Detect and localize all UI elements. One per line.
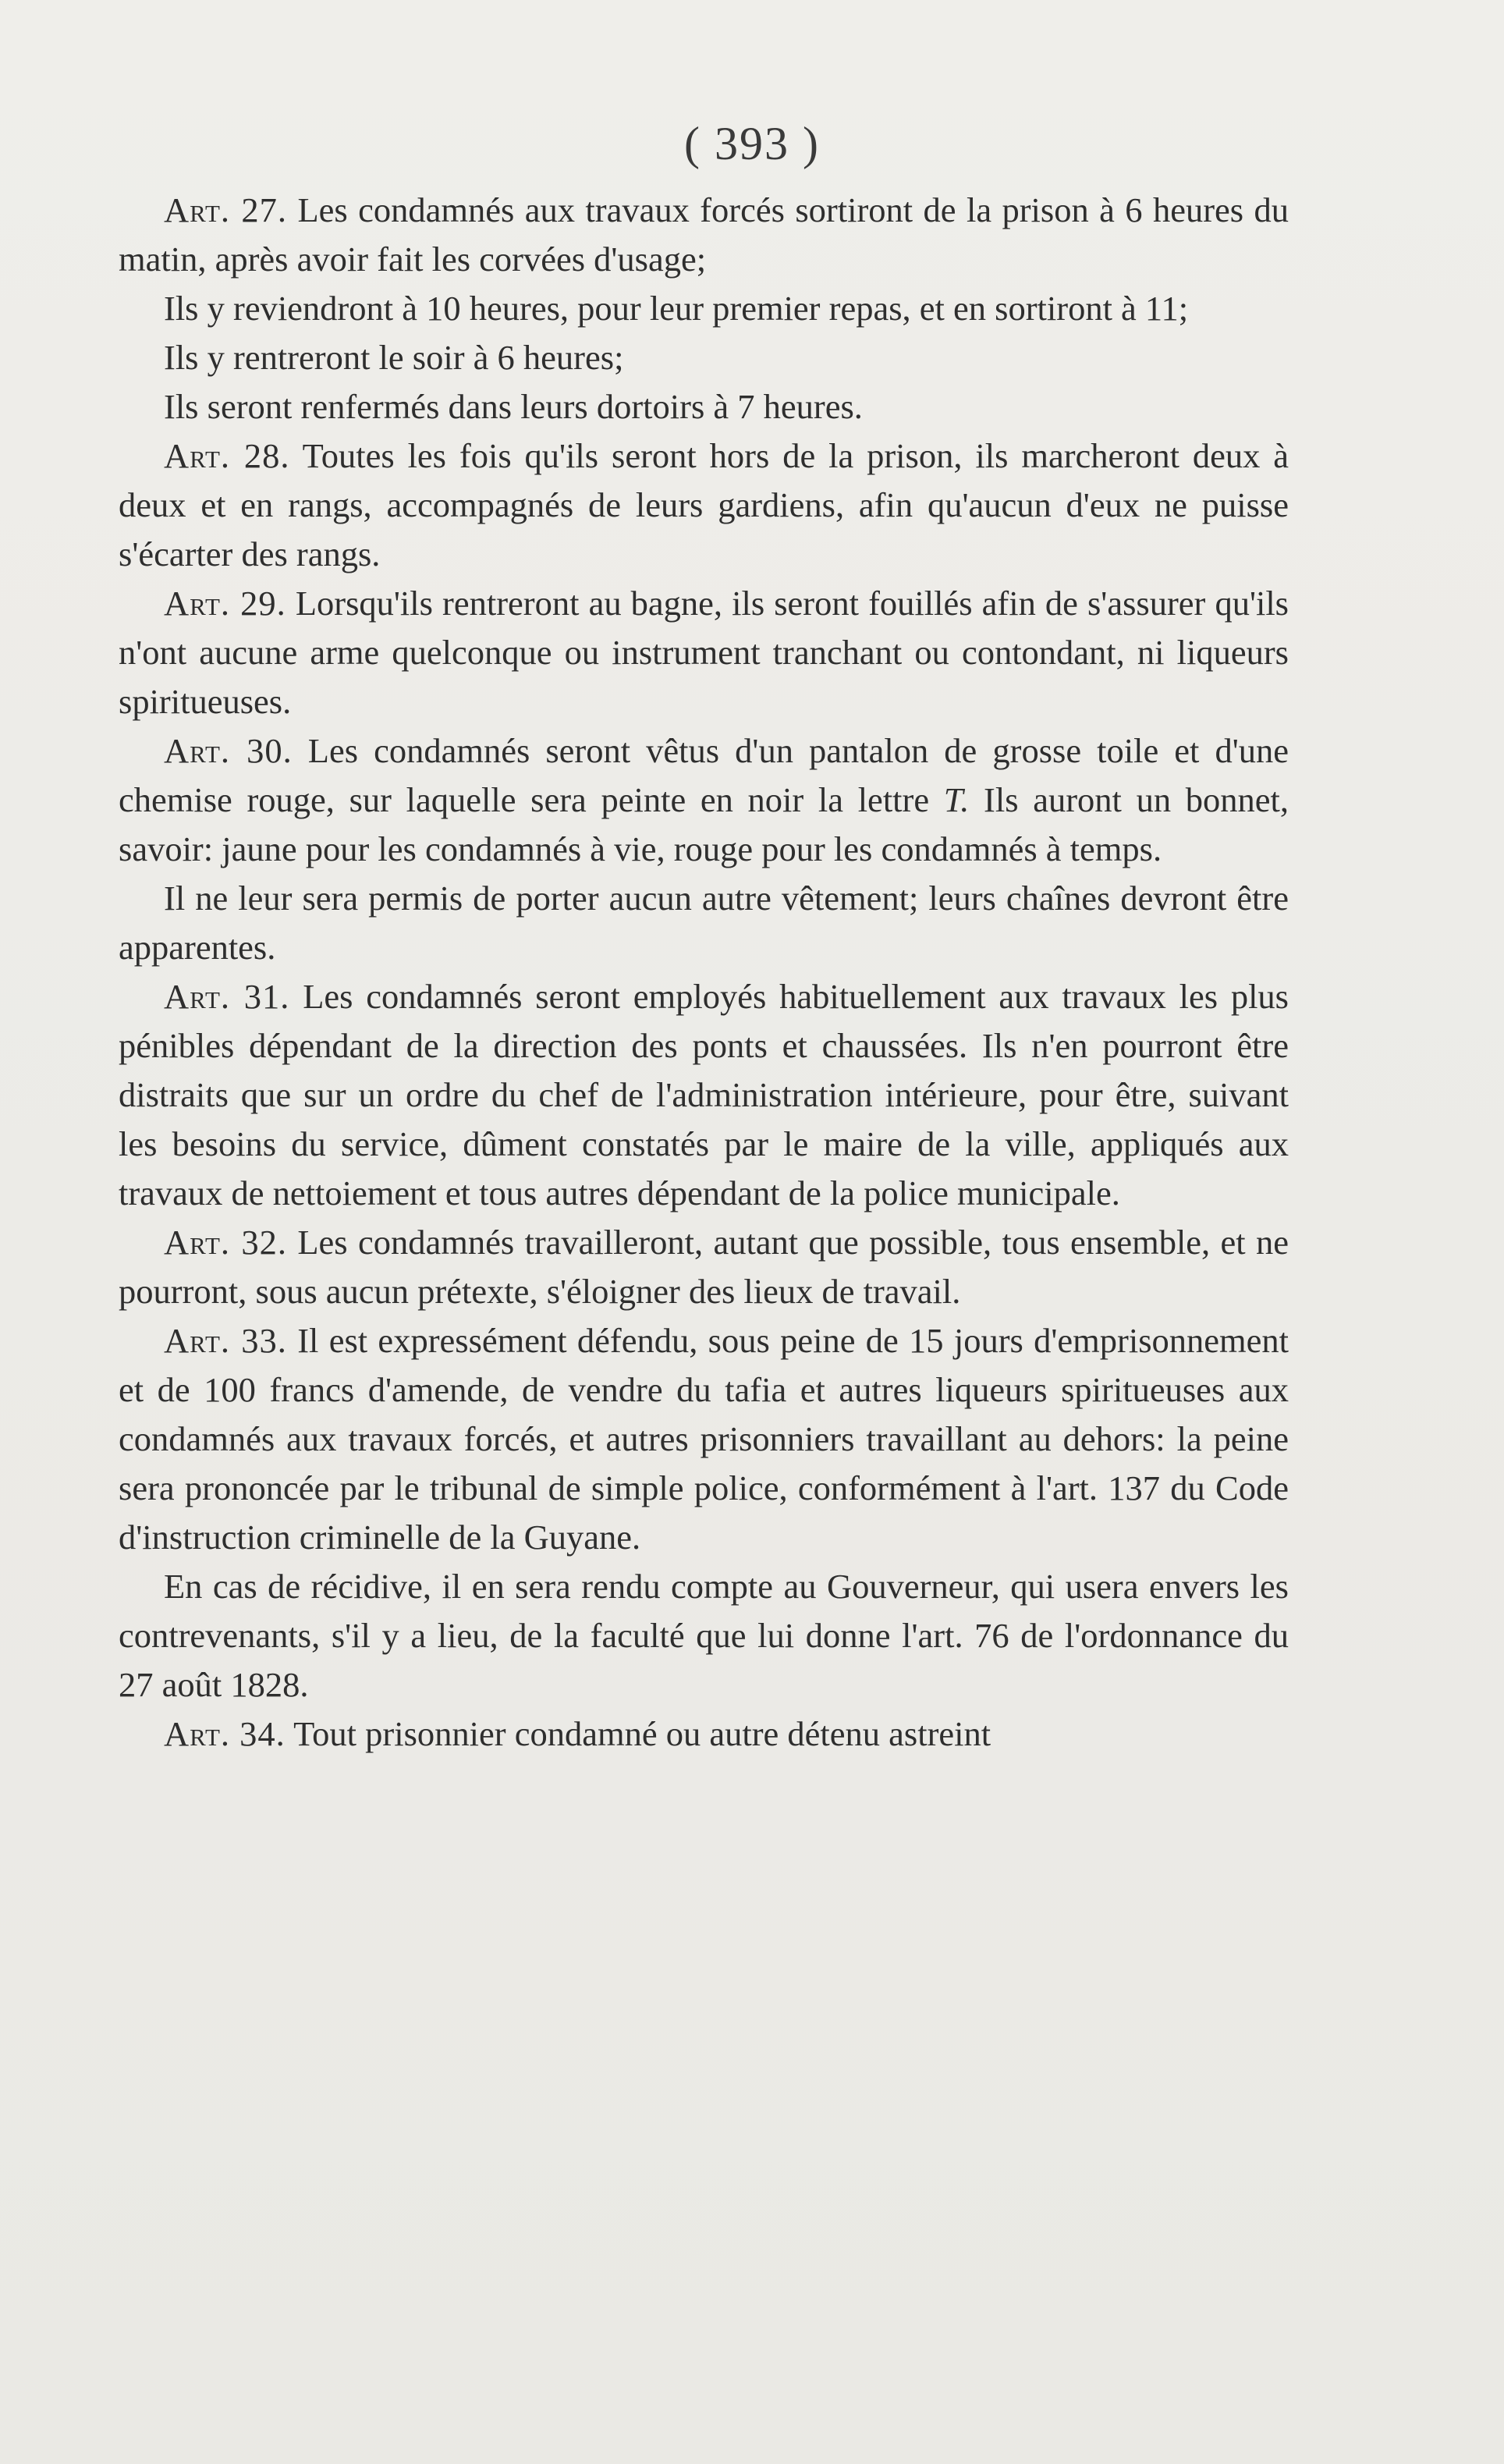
article-label: Art. 32. <box>164 1223 287 1262</box>
paragraph-text: Ils y reviendront à 10 heures, pour leur premier repas, et en sortiront à 11; <box>164 289 1189 328</box>
paragraph-text-after: Ils auront un bonnet, savoir: jaune pour les condamnés à vie, rouge pour les condamnés à temps. <box>119 780 1289 868</box>
article-label: Art. 29. <box>164 584 286 623</box>
paragraph-text: Lorsqu'ils rentreront au bagne, ils seront fouillés afin de s'assurer qu'ils n'ont aucune arme quelconque ou instrument tranchant ou contondant, ni liqueurs spiritueuses. <box>119 584 1289 721</box>
body-text <box>119 186 1289 1759</box>
article-label: Art. 31. <box>164 977 290 1016</box>
paragraph-soir <box>119 333 1289 382</box>
paragraph-text: Il ne leur sera permis de porter aucun autre vêtement; leurs chaînes devront être apparentes. <box>119 879 1289 967</box>
paragraph-art-30 <box>119 726 1289 874</box>
paragraph-text: Tout prisonnier condamné ou autre détenu astreint <box>293 1714 991 1753</box>
paragraph-text: Les condamnés travailleront, autant que possible, tous ensemble, et ne pourront, sous aucun prétexte, s'éloigner des lieux de travail. <box>119 1223 1289 1311</box>
paragraph-text: Les condamnés aux travaux forcés sortiront de la prison à 6 heures du matin, après avoir fait les corvées d'usage; <box>119 190 1289 279</box>
paragraph-art-31 <box>119 972 1289 1218</box>
paragraph-dortoirs <box>119 382 1289 431</box>
paragraph-art-33 <box>119 1316 1289 1562</box>
paragraph-text: Toutes les fois qu'ils seront hors de la prison, ils marcheront deux à deux et en rangs, accompagnés de leurs gardiens, afin qu'aucun d'eux ne puisse s'écarter des rangs. <box>119 436 1289 573</box>
paragraph-text: Les condamnés seront employés habituellement aux travaux les plus pénibles dépendant de la direction des ponts et chaussées. Ils n'en pourront être distraits que sur un ordre du chef de l'administration intérieure, pour être, suivant les besoins du service, dûment constatés par le maire de la ville, appliqués aux travaux de nettoiement et tous autres dépendant de la police municipale. <box>119 977 1289 1212</box>
paragraph-italic-letter: T. <box>943 780 970 819</box>
paragraph-text: En cas de récidive, il en sera rendu compte au Gouverneur, qui usera envers les contrevenants, s'il y a lieu, de la faculté que lui donne l'art. 76 de l'ordonnance du 27 août 1828. <box>119 1567 1289 1704</box>
paragraph-art-34 <box>119 1710 1289 1759</box>
paragraph-vetement <box>119 874 1289 972</box>
article-label: Art. 34. <box>164 1714 286 1753</box>
paragraph-art-29 <box>119 579 1289 726</box>
article-label: Art. 30. <box>164 731 293 770</box>
article-label: Art. 33. <box>164 1321 287 1360</box>
article-label: Art. 28. <box>164 436 290 475</box>
paragraph-text: Ils y rentreront le soir à 6 heures; <box>164 338 624 377</box>
paragraph-text: Ils seront renfermés dans leurs dortoirs à 7 heures. <box>164 387 863 426</box>
paragraph-art-27 <box>119 186 1289 284</box>
paragraph-text: Il est expressément défendu, sous peine de 15 jours d'emprisonnement et de 100 francs d'amende, de vendre du tafia et autres liqueurs spiritueuses aux condamnés aux travaux forcés, et autres prisonniers travaillant au dehors: la peine sera prononcée par le tribunal de simple police, conformément à l'art. 137 du Code d'instruction criminelle de la Guyane. <box>119 1321 1289 1557</box>
paragraph-recidive <box>119 1562 1289 1710</box>
paragraph-retour <box>119 284 1289 333</box>
page-number: ( 393 ) <box>684 118 820 169</box>
paragraph-art-28 <box>119 431 1289 579</box>
paragraph-art-32 <box>119 1218 1289 1316</box>
article-label: Art. 27. <box>164 190 288 229</box>
paragraph-text-before: Les condamnés seront vêtus d'un pantalon de grosse toile et d'une chemise rouge, sur laquelle sera peinte en noir la lettre <box>119 731 1289 819</box>
